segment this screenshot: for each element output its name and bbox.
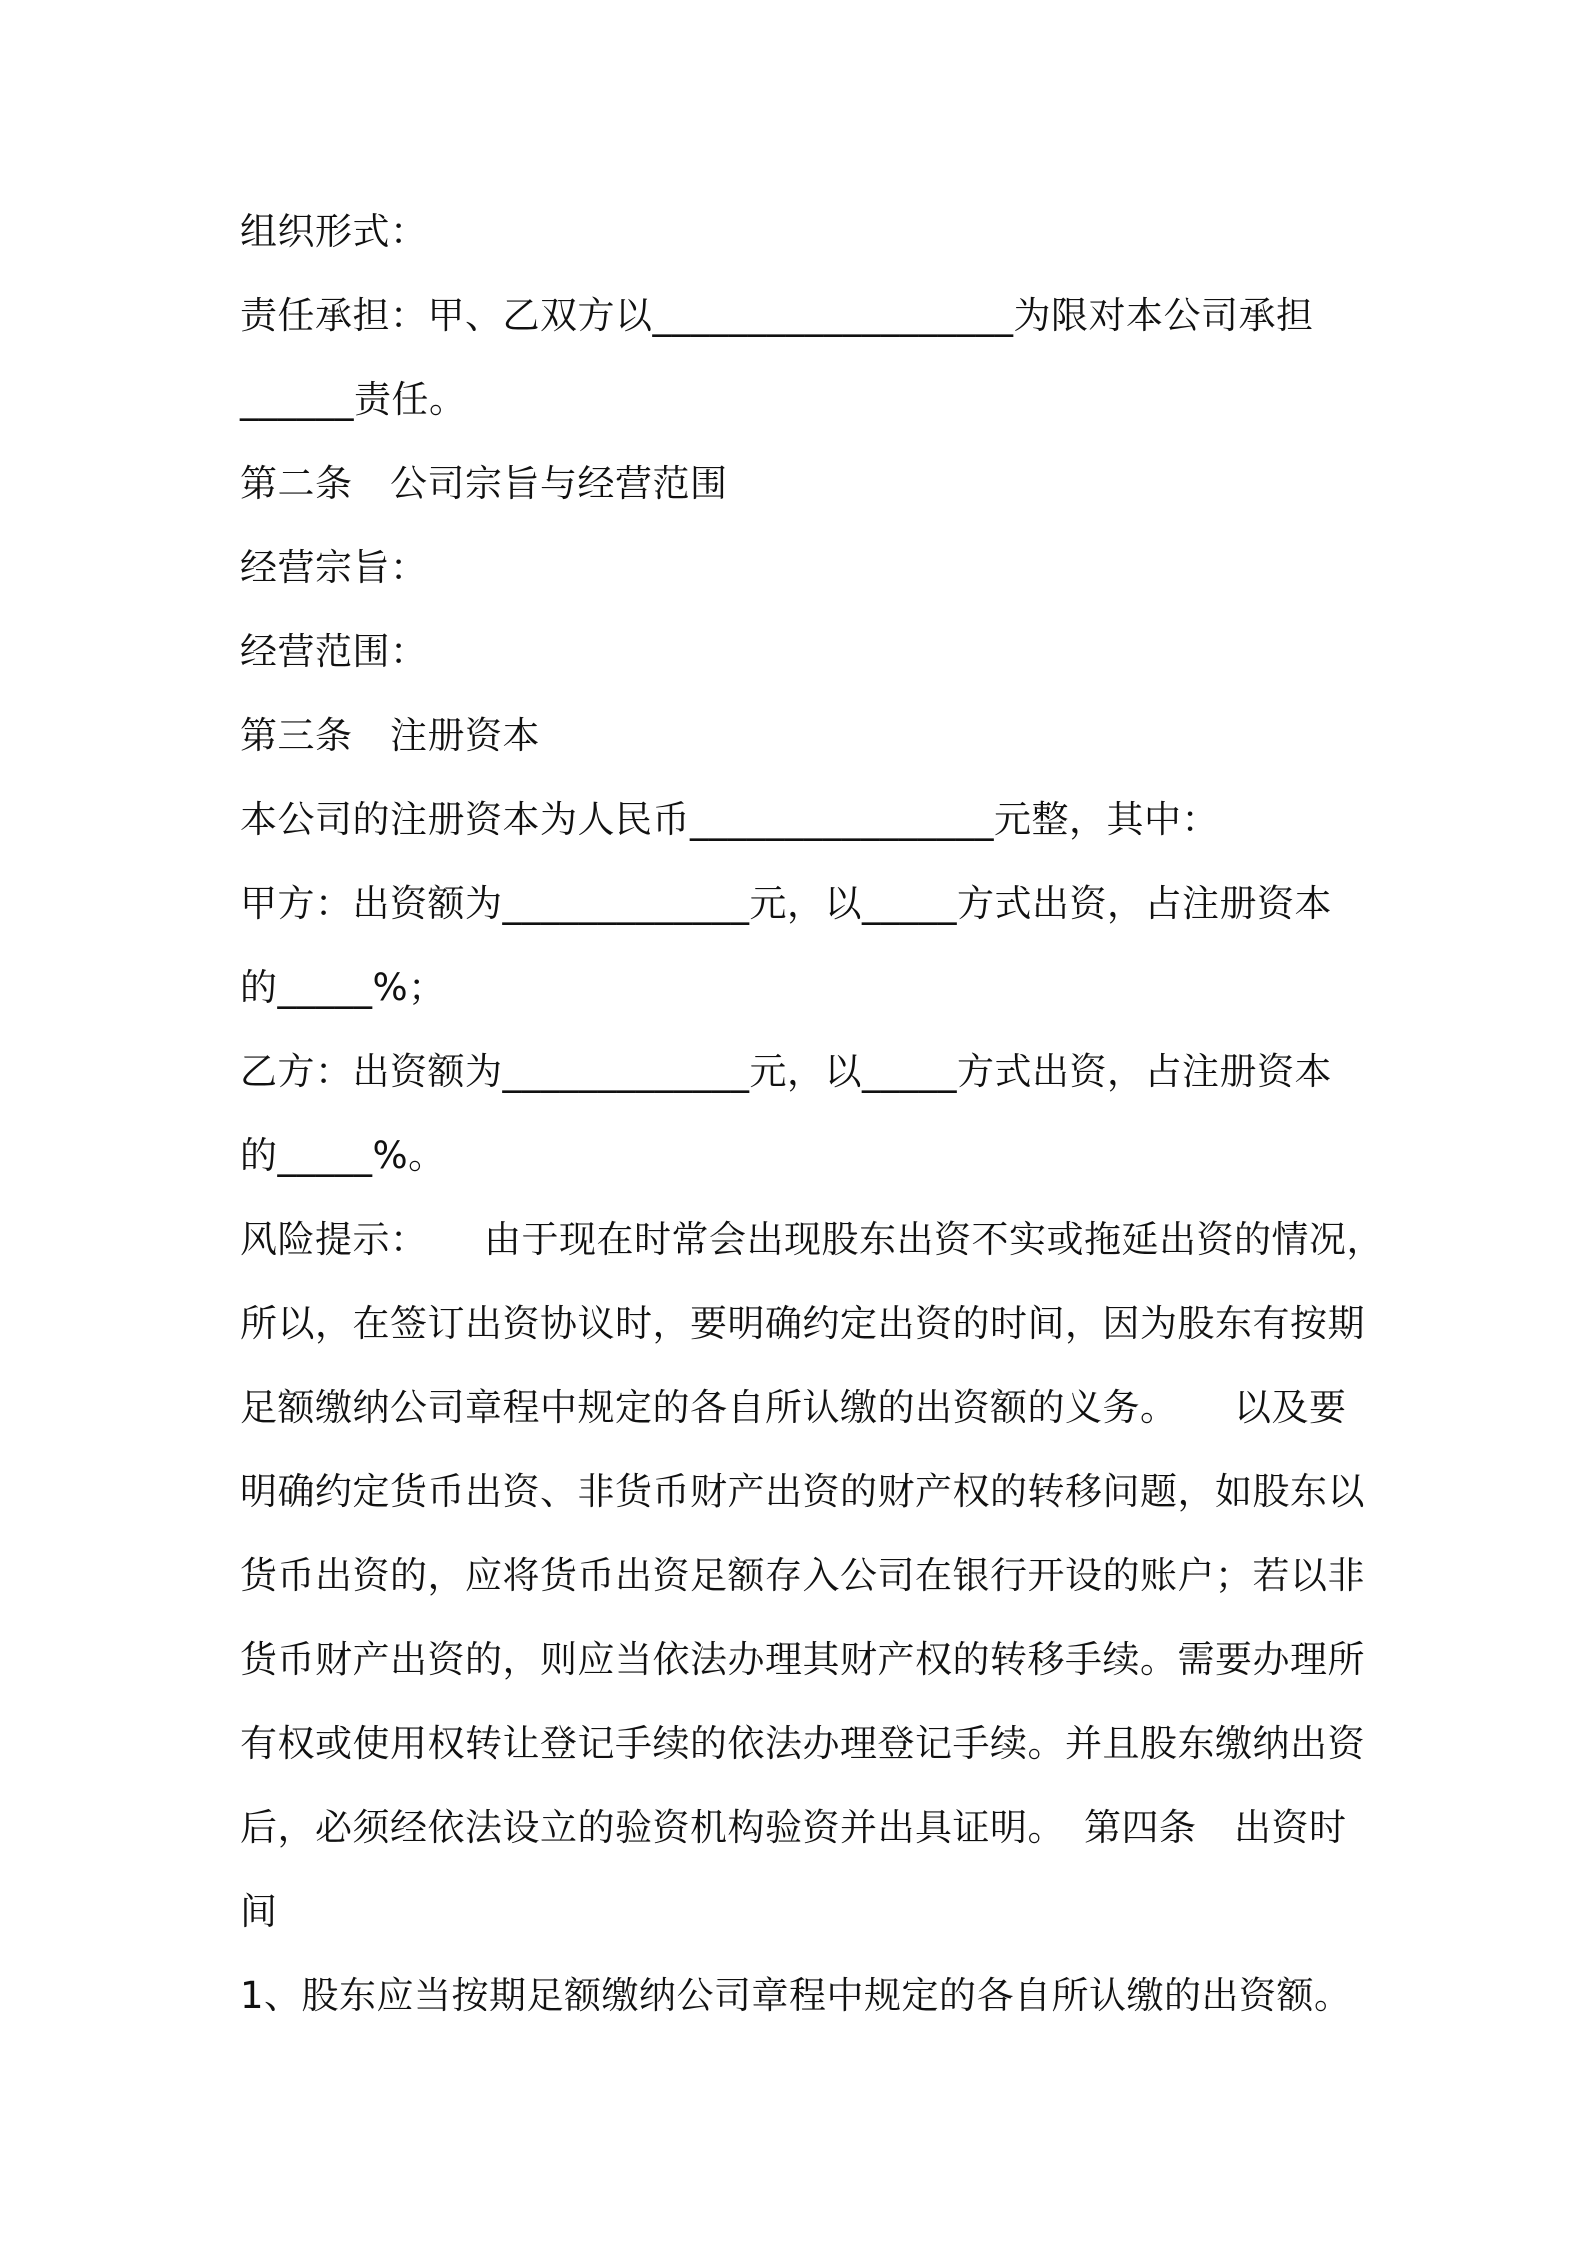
risk-note-line: 后，必须经依法设立的验资机构验资并出具证明。 第四条 出资时 — [240, 1806, 1347, 1849]
line-organization-form: 组织形式： — [240, 210, 428, 253]
line-business-purpose: 经营宗旨： — [240, 546, 428, 589]
risk-note-line: 所以，在签订出资协议时，要明确约定出资的时间，因为股东有按期 — [240, 1302, 1365, 1345]
heading-article-3: 第三条 注册资本 — [240, 714, 540, 757]
heading-article-2: 第二条 公司宗旨与经营范围 — [240, 462, 728, 505]
clause-1: 1、股东应当按期足额缴纳公司章程中规定的各自所认缴的出资额。 — [240, 1974, 1352, 2017]
line-party-b-percent: 的_____%。 — [240, 1134, 446, 1177]
line-party-b-contribution: 乙方：出资额为_____________元，以_____方式出资，占注册资本 — [240, 1050, 1332, 1093]
risk-note-line: 足额缴纳公司章程中规定的各自所认缴的出资额的义务。 以及要 — [240, 1386, 1347, 1429]
risk-note-line: 货币财产出资的，则应当依法办理其财产权的转移手续。需要办理所 — [240, 1638, 1365, 1681]
line-party-a-percent: 的_____%； — [240, 966, 446, 1009]
heading-article-4-cont: 间 — [240, 1890, 278, 1933]
line-party-a-contribution: 甲方：出资额为_____________元，以_____方式出资，占注册资本 — [240, 882, 1332, 925]
line-liability-cont: ______责任。 — [240, 378, 467, 421]
risk-note-line: 风险提示： 由于现在时常会出现股东出资不实或拖延出资的情况， — [240, 1218, 1384, 1261]
risk-note-line: 货币出资的，应将货币出资足额存入公司在银行开设的账户；若以非 — [240, 1554, 1365, 1597]
line-registered-capital: 本公司的注册资本为人民币________________元整，其中： — [240, 798, 1219, 841]
line-business-scope: 经营范围： — [240, 630, 428, 673]
document-body — [240, 190, 1384, 2038]
line-liability: 责任承担：甲、乙双方以___________________为限对本公司承担 — [240, 294, 1314, 337]
risk-note-line: 明确约定货币出资、非货币财产出资的财产权的转移问题，如股东以 — [240, 1470, 1365, 1513]
risk-note-line: 有权或使用权转让登记手续的依法办理登记手续。并且股东缴纳出资 — [240, 1722, 1365, 1765]
